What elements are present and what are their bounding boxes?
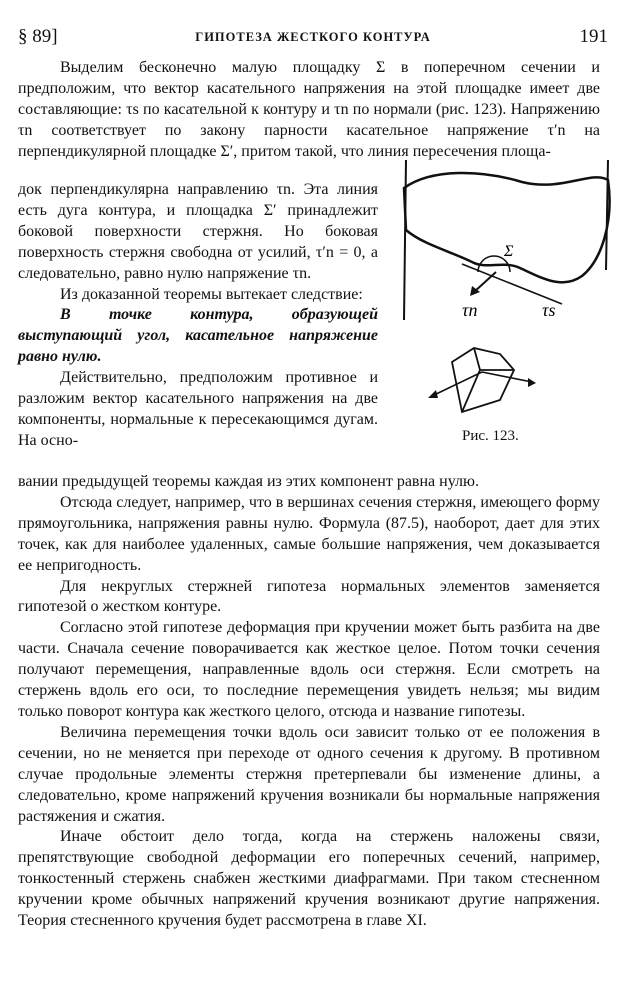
top-text xyxy=(18,58,600,163)
paragraph-displacement: Величина перемещения точки вдоль оси зависит только от ее положения в сечении, но не меняется при переходе от одного сечения к другому. В противном случае продольные элементы стержня претерпевали бы изменение длины, а следовательно, кроме напряжений кручения возникали бы нормальные напряжения растяжения и сжатия. xyxy=(18,723,600,825)
corner-arrow-right xyxy=(482,372,532,382)
bottom-text xyxy=(18,472,600,932)
corner-edges xyxy=(462,348,514,412)
paragraph-hypothesis: Согласно этой гипотезе деформация при кручении может быть разбита на две части. Сначала сечение поворачивается как жесткое целое. Потом точки сечения получают перемещения, направленные вдоль оси стержня. Если смотреть на стержень вдоль его оси, то последние перемещения увидеть нельзя; мы видим только поворот контура как жесткого целого, отсюда и название гипотезы. xyxy=(18,619,600,720)
section-number: § 89] xyxy=(18,26,58,47)
label-sigma: Σ xyxy=(504,243,514,260)
wrapped-text xyxy=(18,180,378,452)
paragraph-constrained: Иначе обстоит дело тогда, когда на стержень наложены связи, препятствующие свободной деформации его поперечных сечений, например, тонкостенный стержень снабжен жесткими диафрагмами. При таком стесненном кручении кроме обычных напряжений кручения возникают другие напряжения. Теория стесненного кручения будет рассмотрена в главе XI. xyxy=(18,828,600,930)
corner-arrowhead-left xyxy=(428,390,438,398)
paragraph-intro: Выделим бесконечно малую площадку Σ в поперечном сечении и предположим, что вектор касательного напряжения на этой площадке имеет две составляющие: τs по касательной к контуру и τn по нормали (рис. 123). Напряжению τn соответствует по закону парности касательное напряжение τ′n на перпендикулярной площадке Σ′, притом такой, что линия пересечения площа- xyxy=(18,59,600,160)
corner-shape xyxy=(452,348,514,412)
section-contour xyxy=(404,173,610,282)
paragraph-rectangle: Отсюда следует, например, что в вершинах сечения стержня, имеющего форму прямоугольника, напряжения равны нулю. Формула (87.5), наоборот, дает для этих точек, как для наиболее удаленных, самые большие напряжения, чем доказывается ее непригодность. xyxy=(18,493,600,574)
tangent-line xyxy=(462,264,562,304)
paragraph-noncircular: Для некруглых стержней гипотеза нормальных элементов заменяется гипотезой о жестком контуре. xyxy=(18,577,600,616)
paragraph-corollary: Из доказанной теоремы вытекает следствие: xyxy=(60,285,363,303)
paragraph-proof-continued: вании предыдущей теоремы каждая из этих компонент равна нулю. xyxy=(18,473,479,490)
rod-outline xyxy=(404,160,608,320)
page-header xyxy=(18,24,608,54)
label-tau-s: τs xyxy=(542,300,556,320)
label-tau-n: τn xyxy=(462,300,478,320)
running-title: ГИПОТЕЗА ЖЕСТКОГО КОНТУРА xyxy=(195,30,431,44)
figure-123 xyxy=(392,160,614,460)
figure-caption: Рис. 123. xyxy=(462,428,519,444)
theorem-statement: В точке контура, образующей выступающий угол, касательное напряжение равно нулю. xyxy=(18,306,378,366)
corner-arrowhead-right xyxy=(528,378,536,387)
paragraph-proof: Действительно, предположим противное и разложим вектор касательного напряжения на две компоненты, нормальные к пересекающимся дугам. На осно- xyxy=(18,369,378,449)
paragraph-intro-continued: док перпендикулярна направлению τn. Эта линия есть дуга контура, и площадка Σ′ принадлежит боковой поверхности стержня. Но боковая поверхность стержня свободна от усилий, τ′n = 0, а следовательно, равно нулю напряжение τn. xyxy=(18,181,378,282)
normal-arrow xyxy=(474,272,496,292)
figure-drawing xyxy=(392,160,614,430)
page-number: 191 xyxy=(579,26,608,47)
